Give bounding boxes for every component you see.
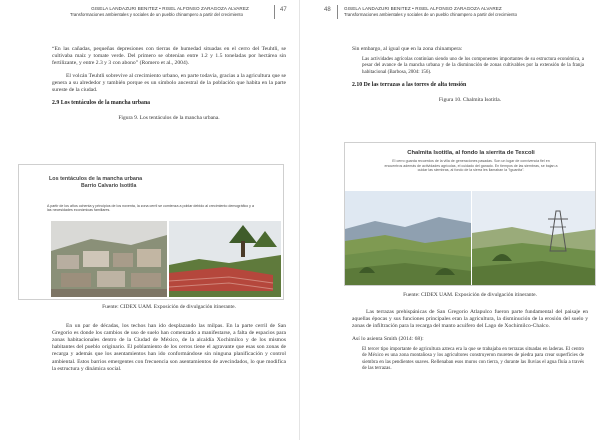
header-divider [337,5,338,19]
paragraph: Así lo asienta Smith (2014: 68): [352,335,424,342]
photo-power-tower-hillside [472,191,596,286]
figure-caption: Figura 10. Chalmita Isotitla. [438,97,502,104]
right-page [300,0,600,440]
running-header [70,6,270,18]
right-text-top [352,46,588,104]
header-subtitle: Transformaciones ambientales y sociales de un pueblo chinampero a partir del crecimiento [344,12,517,17]
left-text-top [52,46,286,122]
figure-description: El cerro guarda recuerdos de la villa de generaciones pasadas. Son un lugar de convivencia fiel en encuentros además de actividades agrícolas, el cuidado del ganado. En tiempos de las siembras, se bajan a cuidar las siembras, al fondo de la sierra les llamaban la "Iguanita". [384,159,558,172]
right-text-bottom [352,292,588,378]
page-number: 48 [324,7,331,13]
header-authors: GISELA LANDAZURI BENITEZ • RISEL ALFONSO ZARAGOZA ALVAREZ [344,6,502,11]
section-heading: 2.9 Los tentáculos de la mancha urbana [52,99,151,106]
figure-10 [344,142,596,286]
figure-banner [19,165,284,199]
figure-source: Fuente: CIDEX UAM. Exposición de divulgación itinerante. [102,304,236,310]
paragraph: Las terrazas prehispánicas de San Gregorio Atlapulco fueron parte fundamental del paisaje en aquellas épocas y sus funciones principales eran la agricultura, la disminución de la erosión del suelo y zonas de infiltración para la recarga del manto acuífero del Lago de Xochimilco-Chalco. [352,309,588,330]
figure-source: Fuente: CIDEX UAM. Exposición de divulgación itinerante. [403,292,537,298]
photo-houses-on-hill [51,221,167,297]
section-heading: 2.10 De las terrazas a las torres de alta tensión [352,81,467,88]
photo-terraced-valley [345,191,471,286]
figure-title: Chalmita Isotitla, al fondo la sierrita de Texcoli [407,150,535,156]
figure-subtitle: Barrio Calvario Isotitla [81,183,137,189]
figure-title: Los tentáculos de la mancha urbana [49,176,143,182]
figure-9 [18,164,284,300]
figure-caption: Figura 9. Los tentáculos de la mancha urbana. [118,114,220,121]
figure-description: A partir de los años ochenta y principios de los noventa, la zona cerril se comienza a poblar debido al crecimiento demográfico y a las necesidades económicas familiares. [47,204,254,213]
left-text-bottom [52,304,286,378]
paragraph: En un par de décadas, los techos han ido desplazando las milpas. En la parte cerril de San Gregorio es donde los cambios de uso de suelo han comenzado a manifestarse, a falta de espacios para zonas habitacionales dentro de la Ciudad de México, de la alcaldía Xochimilco y de los mismos habitantes del pueblo originario. El poblamiento de los cerros tiene el agravante que esas son zonas de recarga y además que los asentamientos han ido conformándose sin ninguna planificación y control ambiental. Estos barrios emergentes con frecuencia son asentamientos de avecindados, lo que modifica la estructura y dinámica social. [52,323,286,372]
header-subtitle: Transformaciones ambientales y sociales de un pueblo chinampero a partir del crecimiento [70,12,243,17]
header-authors: GISELA LANDAZURI BENITEZ • RISEL ALFONSO ZARAGOZA ALVAREZ [91,6,249,11]
paragraph: “En las cañadas, pequeñas depresiones con tierras de humedad situadas en el cerro del Teuhtli, se cultivaba maíz y tomate verde. Del primero se obtenían entre 1.2 y 1.5 toneladas por hectárea sin fertilizante, y entre 2.3 y 3 con abono” (Romero et al., 2004). [52,46,286,67]
paragraph: El volcán Teuhtli sobrevive al crecimiento urbano, en parte todavía, gracias a la agricultura que se genera a su alrededor y también porque es un símbolo ancestral de la población que habita en la parte sureste de la ciudad. [52,72,286,93]
header-divider [274,5,275,19]
block-quote: El tercer tipo importante de agricultura azteca era la que se trabajaba en terrazas situadas en laderas. El centro de México es una zona montañosa y los agricultores construyeron muretes de piedra para crear superficies de siembra en las pendientes suaves. Rellenaban esos muros con tierra, y durante las lluvias el agua fluía a través de las terrazas. [362,346,584,371]
running-header [344,6,564,18]
block-quote: Las actividades agrícolas continúan siendo uno de los componentes importantes de su estructura económica, a pesar del avance de la mancha urbana y de la disminución de zonas cultivables por la extensión de la franja habitacional (Barbosa, 2004: 156). [362,57,584,75]
page-number: 47 [280,7,287,13]
photo-red-roofs-and-trees [169,221,281,297]
paragraph: Sin embargo, al igual que en la zona chinampera: [352,46,463,52]
